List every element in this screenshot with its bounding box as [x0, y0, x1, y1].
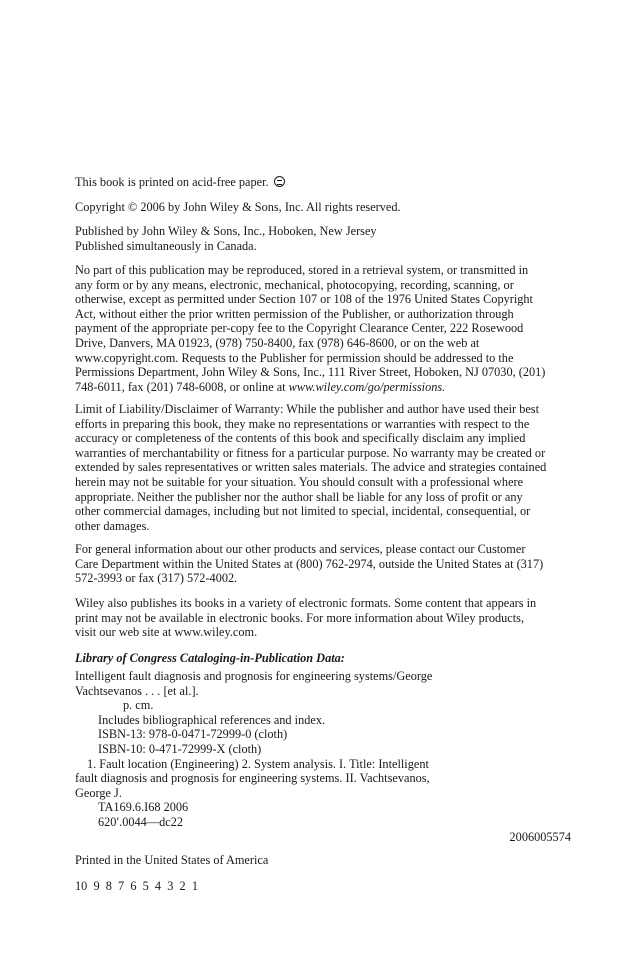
liability-line: other damages.: [75, 518, 150, 533]
copyright-notice: Copyright © 2006 by John Wiley & Sons, Inc. All rights reserved.: [75, 200, 401, 214]
liability-paragraph: [75, 402, 571, 533]
permissions-paragraph: [75, 263, 571, 394]
cip-subjects: 1. Fault location (Engineering) 2. System analysis. I. Title: Intelligent: [87, 756, 429, 771]
published-by: Published by John Wiley & Sons, Inc., Hoboken, New Jersey: [75, 224, 377, 238]
printing-line: 10 9 8 7 6 5 4 3 2 1: [75, 879, 198, 893]
cip-pages: p. cm.: [123, 698, 154, 713]
general-info-line: 572-3993 or fax (317) 572-4002.: [75, 571, 238, 586]
acid-free-text: This book is printed on acid-free paper.: [75, 175, 269, 189]
permissions-line: No part of this publication may be reproduced, stored in a retrieval system, or transmitted in: [75, 263, 529, 277]
permissions-line: www.copyright.com. Requests to the Publisher for permission should be addressed to the: [75, 350, 514, 365]
general-info-paragraph: [75, 542, 571, 586]
cip-isbn10: ISBN-10: 0-471-72999-X (cloth): [98, 741, 262, 756]
general-info-line: Care Department within the United States at (800) 762-2974, outside the United States at (317): [75, 556, 544, 571]
permissions-line: otherwise, except as permitted under Section 107 or 108 of the 1976 United States Copyright: [75, 292, 533, 307]
cip-heading: Library of Congress Cataloging-in-Publication Data:: [75, 651, 345, 665]
electronic-line: visit our web site at www.wiley.com.: [75, 625, 258, 640]
electronic-formats-paragraph: [75, 596, 571, 640]
liability-line: Limit of Liability/Disclaimer of Warranty: While the publisher and author have used their best: [75, 402, 540, 416]
cip-bibliography: Includes bibliographical references and index.: [98, 712, 326, 727]
permissions-line: any form or by any means, electronic, mechanical, photocopying, recording, scanning, or: [75, 277, 514, 292]
printed-in: Printed in the United States of America: [75, 853, 269, 867]
liability-line: warranties of merchantability or fitness for a particular purpose. No warranty may be created or: [75, 445, 546, 460]
liability-line: extended by sales representatives or written sales materials. The advice and strategies contained: [75, 460, 547, 475]
permissions-line: payment of the appropriate per-copy fee to the Copyright Clearance Center, 222 Rosewood: [75, 321, 524, 336]
publisher-info: [75, 224, 571, 253]
liability-line: efforts in preparing this book, they make no representations or warranties with respect to the: [75, 416, 530, 431]
electronic-line: print may not be available in electronic books. For more information about Wiley products,: [75, 610, 525, 625]
permissions-line: Drive, Danvers, MA 01923, (978) 750-8400, fax (978) 646-8600, or on the web at: [75, 335, 480, 350]
general-info-line: For general information about our other products and services, please contact our Customer: [75, 542, 526, 556]
electronic-line: Wiley also publishes its books in a variety of electronic formats. Some content that appears in: [75, 596, 537, 610]
liability-line: accuracy or completeness of the contents of this book and specifically disclaim any implied: [75, 431, 526, 446]
permissions-line: Act, without either the prior written permission of the Publisher, or authorization through: [75, 306, 514, 321]
acid-free-notice: [75, 175, 571, 190]
cip-subjects-cont: fault diagnosis and prognosis for engineering systems. II. Vachtsevanos,: [75, 771, 430, 786]
liability-line: appropriate. Neither the publisher nor the author shall be liable for any loss of profit or any: [75, 489, 523, 504]
cip-title-line: Intelligent fault diagnosis and prognosis for engineering systems/George: [75, 669, 433, 683]
lccn: 2006005574: [509, 830, 571, 844]
cip-isbn13: ISBN-13: 978-0-0471-72999-0 (cloth): [98, 727, 288, 742]
cip-dewey: 620′.0044—dc22: [98, 814, 184, 829]
permissions-url-link[interactable]: www.wiley.com/go/permissions.: [288, 379, 446, 394]
cip-data: [75, 669, 571, 830]
recycled-paper-icon: [274, 176, 285, 187]
liability-line: other commercial damages, including but not limited to special, incidental, consequential, or: [75, 504, 531, 519]
cip-title-line: Vachtsevanos . . . [et al.].: [75, 683, 199, 698]
permissions-line-last: [75, 380, 571, 395]
permissions-line: Permissions Department, John Wiley & Sons, Inc., 111 River Street, Hoboken, NJ 07030, (201): [75, 365, 546, 380]
published-canada: Published simultaneously in Canada.: [75, 238, 257, 253]
cip-subjects-cont: George J.: [75, 785, 122, 800]
cip-call-number: TA169.6.I68 2006: [98, 800, 189, 815]
permissions-last-text: 748-6011, fax (201) 748-6008, or online at: [75, 379, 289, 394]
liability-line: herein may not be suitable for your situation. You should consult with a professional where: [75, 474, 524, 489]
